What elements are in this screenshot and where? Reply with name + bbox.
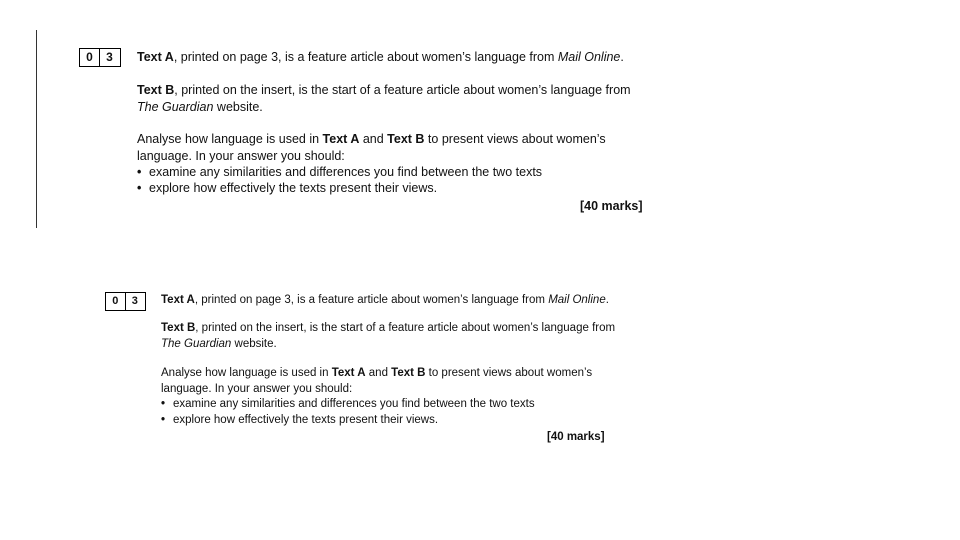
bullet-item: • examine any similarities and differences you find between the two texts — [161, 397, 535, 413]
question-number-box — [105, 292, 146, 311]
bullet-icon: • — [137, 181, 142, 195]
question-number-digit: 0 — [112, 295, 119, 307]
bullet-item: • explore how effectively the texts present their views. — [137, 181, 438, 195]
paragraph-instructions: Analyse how language is used in Text A and Text B to present views about women’s language. In your answer you should: — [137, 132, 606, 163]
paragraph-text-a: Text A, printed on page 3, is a feature article about women’s language from Mail Online. — [161, 294, 609, 306]
bullet-item: • explore how effectively the texts present their views. — [161, 413, 438, 429]
paragraph-text-b: Text B, printed on the insert, is the start of a feature article about women’s language from The Guardian website. — [137, 83, 631, 114]
bullet-item: • examine any similarities and differences you find between the two texts — [137, 165, 543, 179]
question-number-digit: 0 — [86, 50, 93, 64]
paragraph-text-b: Text B, printed on the insert, is the start of a feature article about women’s language from The Guardian website. — [161, 322, 616, 350]
question-number-box — [79, 48, 121, 67]
marks-label: [40 marks] — [580, 199, 643, 213]
paragraph-text-a: Text A, printed on page 3, is a feature article about women’s language from Mail Online. — [137, 50, 624, 64]
margin-rule — [36, 30, 37, 228]
question-number-digit: 3 — [99, 49, 119, 66]
bullet-icon: • — [137, 165, 142, 179]
bullet-icon: • — [161, 398, 166, 410]
marks-label: [40 marks] — [547, 431, 605, 443]
paragraph-instructions: Analyse how language is used in Text A and Text B to present views about women’s language. In your answer you should: — [161, 367, 593, 395]
bullet-icon: • — [161, 414, 166, 426]
question-number-digit: 3 — [125, 293, 145, 310]
